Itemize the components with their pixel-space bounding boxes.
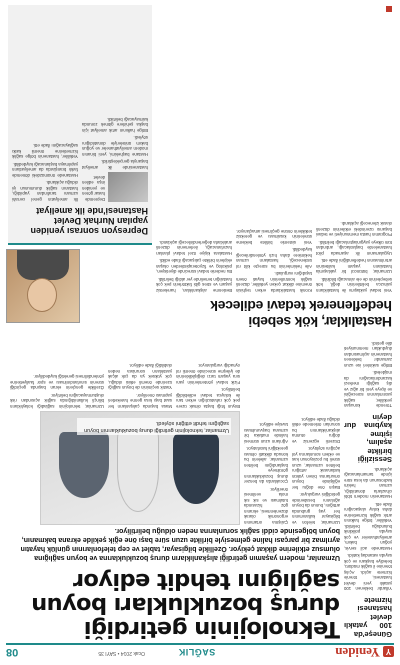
paragraph: Uzmanlar, telefon ve bilgisayar kullanımının her yaş grubunda arttığını, bunun da boyun ağrılarını beraberinde getirdiğini vurguluyor. (292, 492, 340, 525)
page-header (6, 643, 394, 659)
paragraph: Yeni sistemle birlikte bekleme sürelerinin kısalması ve gereksiz tetkiklerin önüne geçilmesi amaçlanıyor. (236, 229, 312, 245)
article-column (10, 331, 104, 409)
side-heading: Güneşe'da 100 yataklı devlet hastanesi hizmete (344, 596, 392, 639)
second-headline-line-1: Hastalıklar, kök sebebi (248, 314, 392, 330)
paragraph: Yetkililer, hastanenin bölge sağlık hizmetlerine önemli katkı sağlayacağını ifade etti. (12, 143, 78, 160)
paragraph: Uygulamanın ilk aşamada pilot hastanelerde başlatılacağı, ardından tüm ülkeye yaygınlaştırılacağı belirtildi. (316, 240, 392, 256)
headline-line-2: duruş bozuklukları boyun (31, 592, 340, 618)
side-subheading: Sessizliği birlikte aşalım, işitme kaybına dur deyin (344, 413, 392, 465)
paragraph: Depremde hasar gören ve yeniden inşa edilen devlet hastanesinde ilk ameliyat başarıyla gerçekleştirildi. (82, 159, 148, 202)
article-column (236, 6, 312, 293)
paragraph: Çalışma ortamının ergonomik olarak düzenlenmesi, ekranın göz hizasında tutulması ve sık sık mola verilmesi öneriliyor. (244, 487, 288, 525)
side-paragraph: Törende konuşan yetkililer, sağlık yatırımlarının süreceğini ve ilçeye yeni bir ağız ve diş sağlığı merkezi kazandırılacağını da müjdeledi. (344, 370, 392, 409)
headline-line-3: sağlığını tehdit ediyor (73, 568, 340, 594)
paragraph: Hastalara kişiye özel tedavi planları hazırlanacağı, ilerlemenin düzenli aralıklarla değerlendirileceği açıklandı. (156, 240, 232, 256)
side-paragraph: Yıllardır beklenen 100 yataklı yeni devlet hastanesi, törenle hizmete açıldı. Açılış törenine il sağlık müdürü, belediye başkanı ve çok sayıda vatandaş katıldı. (344, 553, 392, 592)
paragraph: Başın öne doğru her eğilişinde boyun omurlarına binen yükün katlanarak arttığını belirten uzmanlar, uzun süreli bu pozisyonun kas ve eklem sorunlarına yol açtığını söylüyor. (292, 446, 340, 490)
paragraph: Hastanede önümüzdeki dönemde farklı branşlarda da ameliyatların yapılmaya başlanacağı kaydedildi. (12, 162, 78, 178)
paragraph: Fizik tedavi yöntemlerinin yanı sıra yaşam tarzı değişikliklerinin de iyileşme sürecinde önemli rol oynadığı vurgulanıyor. (176, 363, 240, 385)
box-column (82, 6, 148, 202)
person-figure (117, 430, 159, 512)
portrait-face (27, 278, 57, 312)
paragraph: Uzmanlar, bütüncül bir yaklaşımla hastaların yaşam kalitesinin artırılmasının hedeflendiğini ifade etti. (316, 258, 392, 275)
person-figure (173, 434, 219, 504)
page-number: 08 (6, 646, 19, 658)
logo-mark-icon: Y (383, 647, 394, 658)
paragraph: Çocuklarda da benzer duruş bozukluklarının görülmeye başlandığını belirten uzmanlar, ailelerin bu konuda dikkatli olması gerektiğini hatırlatıyor. (244, 446, 288, 485)
main-headline (10, 569, 340, 641)
article-column (108, 331, 172, 409)
box-columns (12, 6, 148, 202)
paragraph: Düzenli egzersiz ve doğru oturma alışkanlıklarının bu sorunları önlemede etkili olduğu ifade ediliyor. (292, 417, 340, 444)
side-paragraph: Hastanenin modern tıbbi cihazlarla donatıldığı, uzman hekim kadrosunun da kısa süre içinde tamamlanacağı açıklandı. (344, 467, 392, 500)
headline-line-1: Teknolojinin getirdiği (84, 616, 340, 642)
paragraph: Özellikle gençlerin ekran başında geçirdiği sürenin sınırlandırılması ve spor faaliyetlerine yönlendirilmesi gerektiği kaydediliyor. (10, 374, 104, 391)
paragraph: Boyun fıtığı başta olmak üzere pek çok rahatsızlığın erken tanı ile kolayca tedavi edilebildiği belirtiliyor. (176, 387, 240, 409)
box-heading: Depresyon sonrası yeniden yapılan Nurhak Devlet Hastanesi'nde ilk ameliyat (30, 206, 148, 236)
article-intro: Uzmanlar, modern yaşamın getirdiği alışkanlıkların duruş bozukluklarına ve boyun sağlığına olumsuz etkilerine dikkat çekiyor. Özellikle bilgisayar, tablet ve cep telefonlarının günlük hayatın ayrılmaz bir parçası haline gelmesiyle birlikte uzun süre başı öne eğik şekilde ekrana bakmanın, boyun bölgesinde ciddi sağlık sorunlarına neden olduğu belirtiliyor. (20, 527, 340, 561)
article-column (176, 331, 240, 409)
person-figure (59, 432, 109, 498)
box-column (12, 6, 78, 202)
article-column (156, 6, 232, 293)
second-headline (162, 298, 392, 329)
portrait-body (17, 250, 69, 280)
paragraph: Bu nedenle tedavi sürecinde diyetisyen, psikolog ve fizyoterapistlerden oluşan ekiplerin birlikte çalışacağı ifade edildi. (156, 258, 232, 275)
side-paragraph: Bölge sakinleri ise uzun zamandır beklenen hastanenin açılmasından duydukları memnuniyeti dile getirdi. (344, 341, 392, 368)
news-box (8, 5, 152, 245)
paragraph: Ağrıların uzun sürmesi halinde mutlaka bir uzmana başvurulması tavsiye ediliyor. (244, 422, 288, 444)
article-column (244, 330, 288, 525)
paragraph: Uzmanlar, teknolojinin sağladığı kolaylıkların bilinçli kullanıldığında sağlık açısından risk oluşturmayacağını belirtiyor. (10, 393, 104, 409)
side-paragraph: Hastanede acil servis, yoğun bakım, ameliyathaneler ve çok sayıda poliklinik bulunduğu belirtildi. Yetkililer, bölge halkının artık sağlık hizmetlerine daha kolay ulaşacağını ifade etti. (344, 502, 392, 551)
box-photo (108, 172, 148, 202)
paragraph: Beslenme alışkanlıkları, hareketsiz yaşam ve stres gibi faktörlerin pek çok hastalığın temelinde yer aldığı belirtildi. (156, 277, 232, 293)
photo-caption: Uzmanlar, teknolojinin getirdiği duruş bozukluklarının boyun sağlığını tehdit ettiğini söyledi. (77, 418, 231, 435)
section-tag: SAĞLIK (178, 647, 216, 657)
newspaper-logo[interactable] (335, 644, 394, 660)
article-column (316, 6, 392, 293)
paragraph: Aile hekimlerinin bu süreçte kilit rol üstleneceği, hastaların uzman hekimlere daha hızlı yönlendirileceği kaydedildi. (236, 247, 312, 269)
second-headline-line-2: hedeflenerek tedavi edilecek (210, 298, 392, 315)
paragraph: Kronik hastalıklarda erken teşhisin önemine dikkat çeken yetkililer, düzenli sağlık kontrollerinin hayati önem taşıdığını vurguladı. (236, 271, 312, 293)
paragraph: İlk ameliyatın genel cerrahi uzmanı tarafından yapıldığı, hastanın sağlık durumunun iyi olduğu açıklandı. (12, 180, 78, 202)
article-photo (40, 411, 240, 525)
portrait-photo (6, 249, 80, 323)
paragraph: Yastık seçiminin de boyun sağlığı üzerinde önemli etkisi olduğu, çok yüksek ya da çok alçak yastıkların sorunlara neden olabildiği ifade ediliyor. (108, 363, 172, 391)
paragraph: Bölge halkının artık ameliyat için başka şehirlere gitmek zorunda kalmayacağı belirtildi. (82, 117, 148, 133)
red-marker-icon (386, 6, 392, 12)
article-column (292, 330, 340, 525)
paragraph: Hastane başhekimi, yeni binanın modern ameliyathaneler ve yoğun bakım üniteleriyle donatıldığını söyledi. (82, 135, 148, 157)
logo-text: Yeniden (335, 645, 380, 660)
paragraph: Programın hasta memnuniyeti ve tedavi başarısı üzerindeki etkilerinin düzenli olarak izleneceği açıklandı. (316, 221, 392, 238)
paragraph: Masa başında çalışanların her saat başı kısa germe hareketleri yapması öneriliyor. (108, 393, 172, 409)
paragraph: Yeni tedavi yaklaşımı ile hastalıkların yalnızca belirtilerinin değil, kök sebeplerinin de ele alınacağı bildirildi. (316, 277, 392, 293)
issue-date: Ocak 2014 • SAYI 35 (98, 650, 145, 656)
